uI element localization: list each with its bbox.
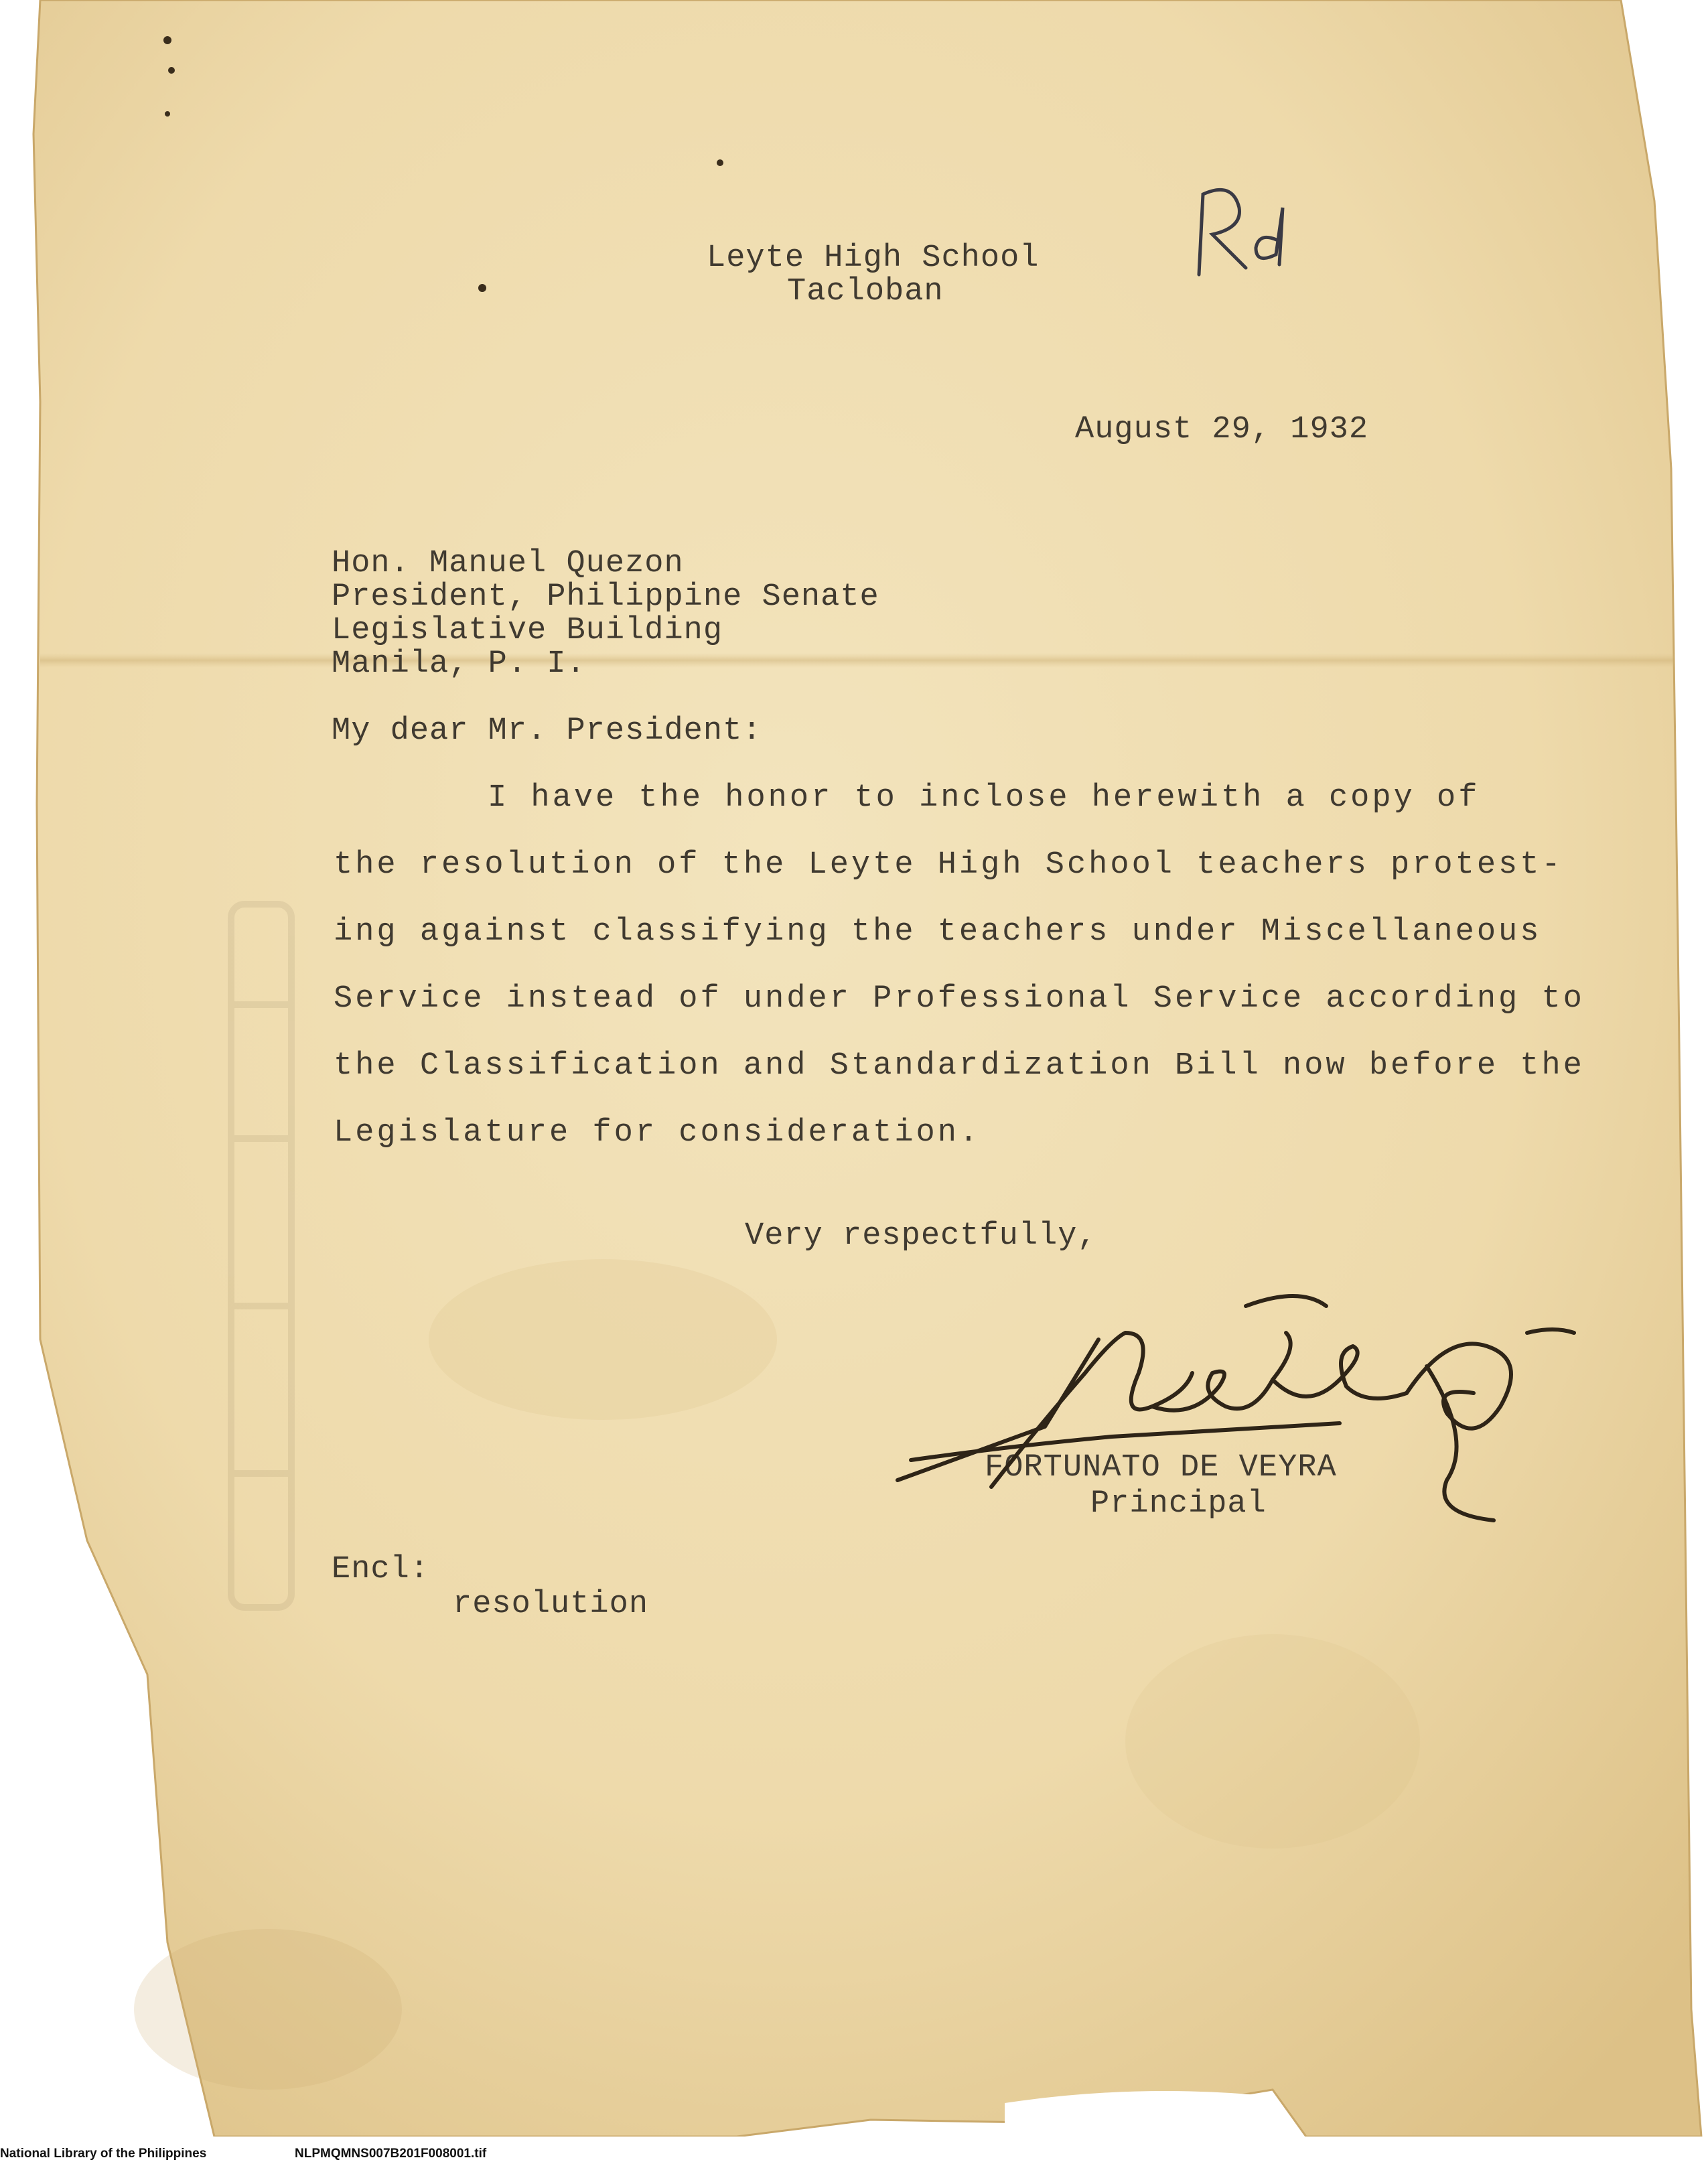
footer-library-name: National Library of the Philippines [0,2147,207,2161]
recipient-building: Legislative Building [332,613,723,648]
signer-name: FORTUNATO DE VEYRA [985,1450,1337,1486]
paper-fold [40,653,1675,668]
recipient-city: Manila, P. I. [332,646,586,682]
recipient-title: President, Philippine Senate [332,579,879,615]
paper-stain [134,1929,402,2090]
signer-title: Principal [1090,1486,1267,1522]
recipient-name: Hon. Manuel Quezon [332,546,684,581]
paper-speck [163,36,171,44]
paper-speck [168,67,175,74]
handwritten-annotation-mark [1179,181,1326,281]
paper-speck [165,111,170,117]
paper-speck [478,284,486,292]
salutation: My dear Mr. President: [332,713,762,749]
body-line: Service instead of under Professional Service according to [334,981,1585,1017]
letterhead-city: Tacloban [787,274,944,309]
body-line: the resolution of the Leyte High School teachers protest- [334,847,1563,883]
paper-speck [717,159,723,166]
body-line: I have the honor to inclose herewith a copy of [488,780,1480,816]
enclosure-label: Encl: [332,1552,430,1587]
body-line: Legislature for consideration. [334,1115,981,1151]
footer-file-id: NLPMQMNS007B201F008001.tif [295,2147,487,2161]
paper-stain [1125,1634,1420,1849]
body-line: the Classification and Standardization Bill now before the [334,1048,1585,1084]
paper-tear [1005,2091,1273,2137]
signature [871,1293,1581,1534]
body-line: ing against classifying the teachers under Miscellaneous [334,914,1542,950]
closing: Very respectfully, [745,1218,1097,1254]
letterhead-school: Leyte High School [707,240,1040,276]
scan-footer-strip [0,2137,1708,2166]
paper-stain [429,1259,777,1420]
enclosure-item: resolution [453,1587,649,1622]
letter-date: August 29, 1932 [1075,412,1369,447]
